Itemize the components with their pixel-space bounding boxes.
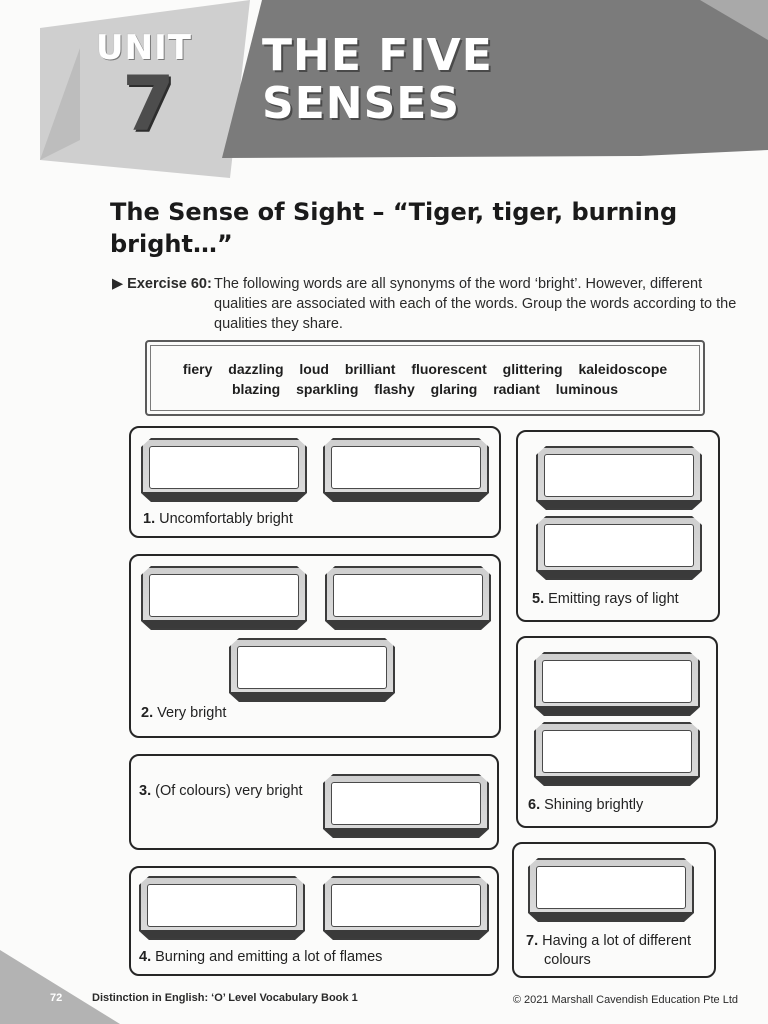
- group-label-1: 1. Uncomfortably bright: [143, 511, 293, 527]
- word-item: flashy: [374, 381, 415, 397]
- word-item: sparkling: [296, 381, 359, 397]
- footer-book-title: Distinction in English: ‘O’ Level Vocabulary Book 1: [92, 992, 358, 1004]
- word-item: fiery: [182, 361, 213, 377]
- unit-title-line-2: SENSES: [262, 78, 461, 129]
- answer-slot[interactable]: [536, 516, 702, 580]
- footer-copyright: © 2021 Marshall Cavendish Education Pte Ltd: [512, 994, 738, 1006]
- answer-slot[interactable]: [323, 438, 489, 502]
- answer-slot[interactable]: [534, 722, 700, 786]
- section-heading-line-2: bright…”: [110, 230, 233, 258]
- word-item: glittering: [502, 361, 563, 377]
- section-heading-line-1: The Sense of Sight – “Tiger, tiger, burning: [110, 198, 678, 226]
- word-bank-row-2: [147, 381, 703, 397]
- page-number: 72: [50, 992, 63, 1004]
- exercise-text-line-1: The following words are all synonyms of the word ‘bright’. However, different: [214, 276, 703, 292]
- answer-slot[interactable]: [229, 638, 395, 702]
- group-box-1: [129, 426, 501, 538]
- group-box-4: [129, 866, 499, 976]
- group-label-4: 4. Burning and emitting a lot of flames: [139, 949, 383, 965]
- word-item: luminous: [555, 381, 618, 397]
- answer-slot[interactable]: [141, 566, 307, 630]
- answer-slot[interactable]: [534, 652, 700, 716]
- group-box-7: [512, 842, 716, 978]
- unit-title-line-1: THE FIVE: [262, 30, 493, 81]
- answer-slot[interactable]: [323, 876, 489, 940]
- word-bank-row-1: [147, 361, 703, 377]
- group-box-3: [129, 754, 499, 850]
- group-box-6: [516, 636, 718, 828]
- group-label-2: 2. Very bright: [141, 705, 227, 721]
- unit-number: 7: [122, 59, 175, 148]
- group-box-5: [516, 430, 720, 622]
- exercise-text: [214, 274, 754, 334]
- answer-slot[interactable]: [528, 858, 694, 922]
- exercise-text-line-3: qualities they share.: [214, 316, 343, 332]
- play-arrow-icon: ▶: [112, 276, 124, 292]
- unit-label: UNIT: [96, 28, 192, 68]
- word-item: kaleidoscope: [578, 361, 668, 377]
- footer-corner-shape: [0, 950, 120, 1024]
- group-box-2: [129, 554, 501, 738]
- group-label-6: 6. Shining brightly: [528, 797, 644, 813]
- word-bank: [145, 340, 705, 416]
- word-item: dazzling: [228, 361, 284, 377]
- answer-slot[interactable]: [323, 774, 489, 838]
- word-item: loud: [299, 361, 329, 377]
- unit-title: [262, 32, 493, 128]
- exercise-text-line-2: qualities are associated with each of the words. Group the words according to the: [214, 296, 737, 312]
- answer-slot[interactable]: [139, 876, 305, 940]
- word-item: brilliant: [344, 361, 396, 377]
- section-heading: [110, 196, 730, 260]
- exercise-label: [112, 274, 212, 294]
- answer-slot[interactable]: [536, 446, 702, 510]
- exercise-label-text: Exercise 60:: [127, 276, 212, 292]
- word-item: radiant: [493, 381, 540, 397]
- group-label-5: 5. Emitting rays of light: [532, 591, 679, 607]
- group-label-7: 7. Having a lot of different colours: [526, 933, 691, 968]
- group-label-3: 3. (Of colours) very bright: [139, 783, 303, 799]
- answer-slot[interactable]: [325, 566, 491, 630]
- word-item: fluorescent: [411, 361, 487, 377]
- word-item: glaring: [430, 381, 478, 397]
- answer-slot[interactable]: [141, 438, 307, 502]
- word-item: blazing: [232, 381, 281, 397]
